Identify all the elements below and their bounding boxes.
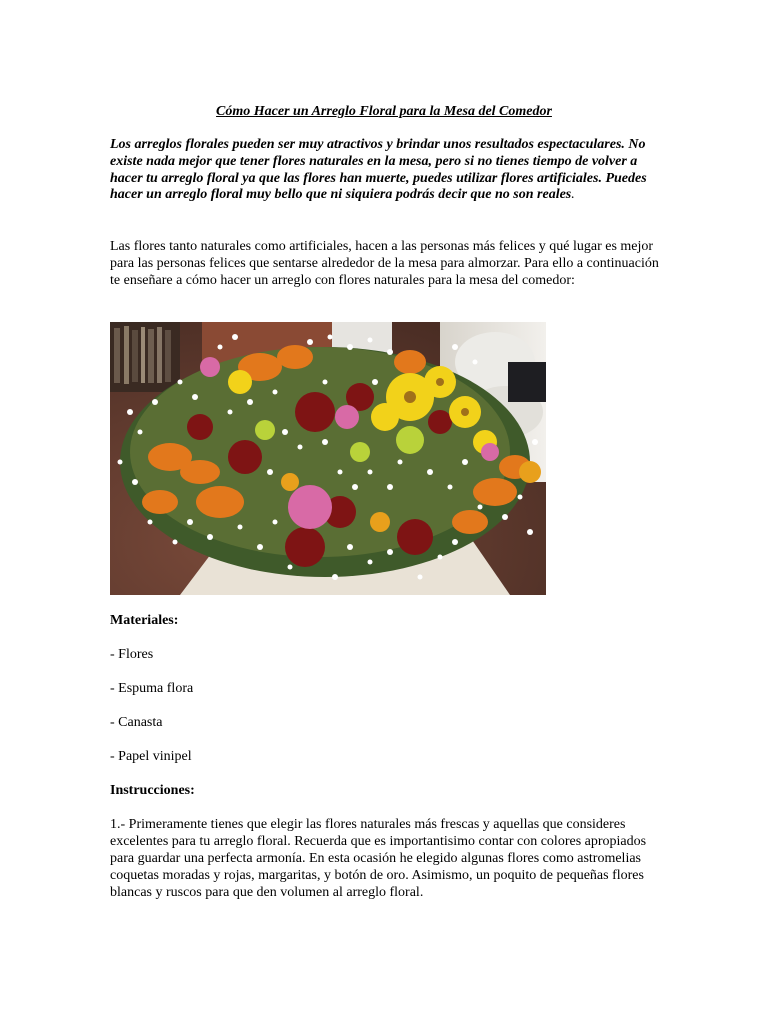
materials-item: - Espuma flora xyxy=(110,681,194,696)
materials-item: - Flores xyxy=(110,647,154,662)
instruction-step-1: 1.- Primeramente tienes que elegir las flores naturales más frescas y aquellas que consideres excelentes para tu arreglo floral. Recuerda que es importantisimo contar con colores apropiados para guardar una perfecta armonía. En esta ocasión he elegido algunas flores como astromelias coquetas moradas y rojas, margaritas, y botón de oro. Asimismo, un poquito de pequeñas flores blancas y ruscos para que den volumen al arreglo floral. xyxy=(110,817,647,900)
body-paragraph: Las flores tanto naturales como artificiales, hacen a las personas más felices y qué lugar es mejor para las personas felices que sentarse alrededor de la mesa para almorzar. Para ello a continuación te enseñare a cómo hacer un arreglo con flores naturales para la mesa del comedor: xyxy=(110,239,659,288)
flower-arrangement-photo xyxy=(110,322,546,595)
materials-item: - Papel vinipel xyxy=(110,749,192,764)
intro-bold-text: Los arreglos florales pueden ser muy atractivos y brindar unos resultados espectaculares. No existe nada mejor que tener flores naturales en la mesa, pero si no tienes tiempo de volver a hacer tu arreglo floral ya que las flores han muerte, puedes utilizar flores artificiales. Puedes hacer un arreglo floral muy bello que ni siquiera podrás decir que no son reales xyxy=(110,137,647,203)
materials-heading: Materiales: xyxy=(110,613,179,628)
instructions-heading: Instrucciones: xyxy=(110,783,195,798)
document-title: Cómo Hacer un Arreglo Floral para la Mesa del Comedor xyxy=(216,104,552,119)
intro-paragraph xyxy=(110,137,670,204)
intro-tail: . xyxy=(571,187,575,203)
materials-item: - Canasta xyxy=(110,715,163,730)
